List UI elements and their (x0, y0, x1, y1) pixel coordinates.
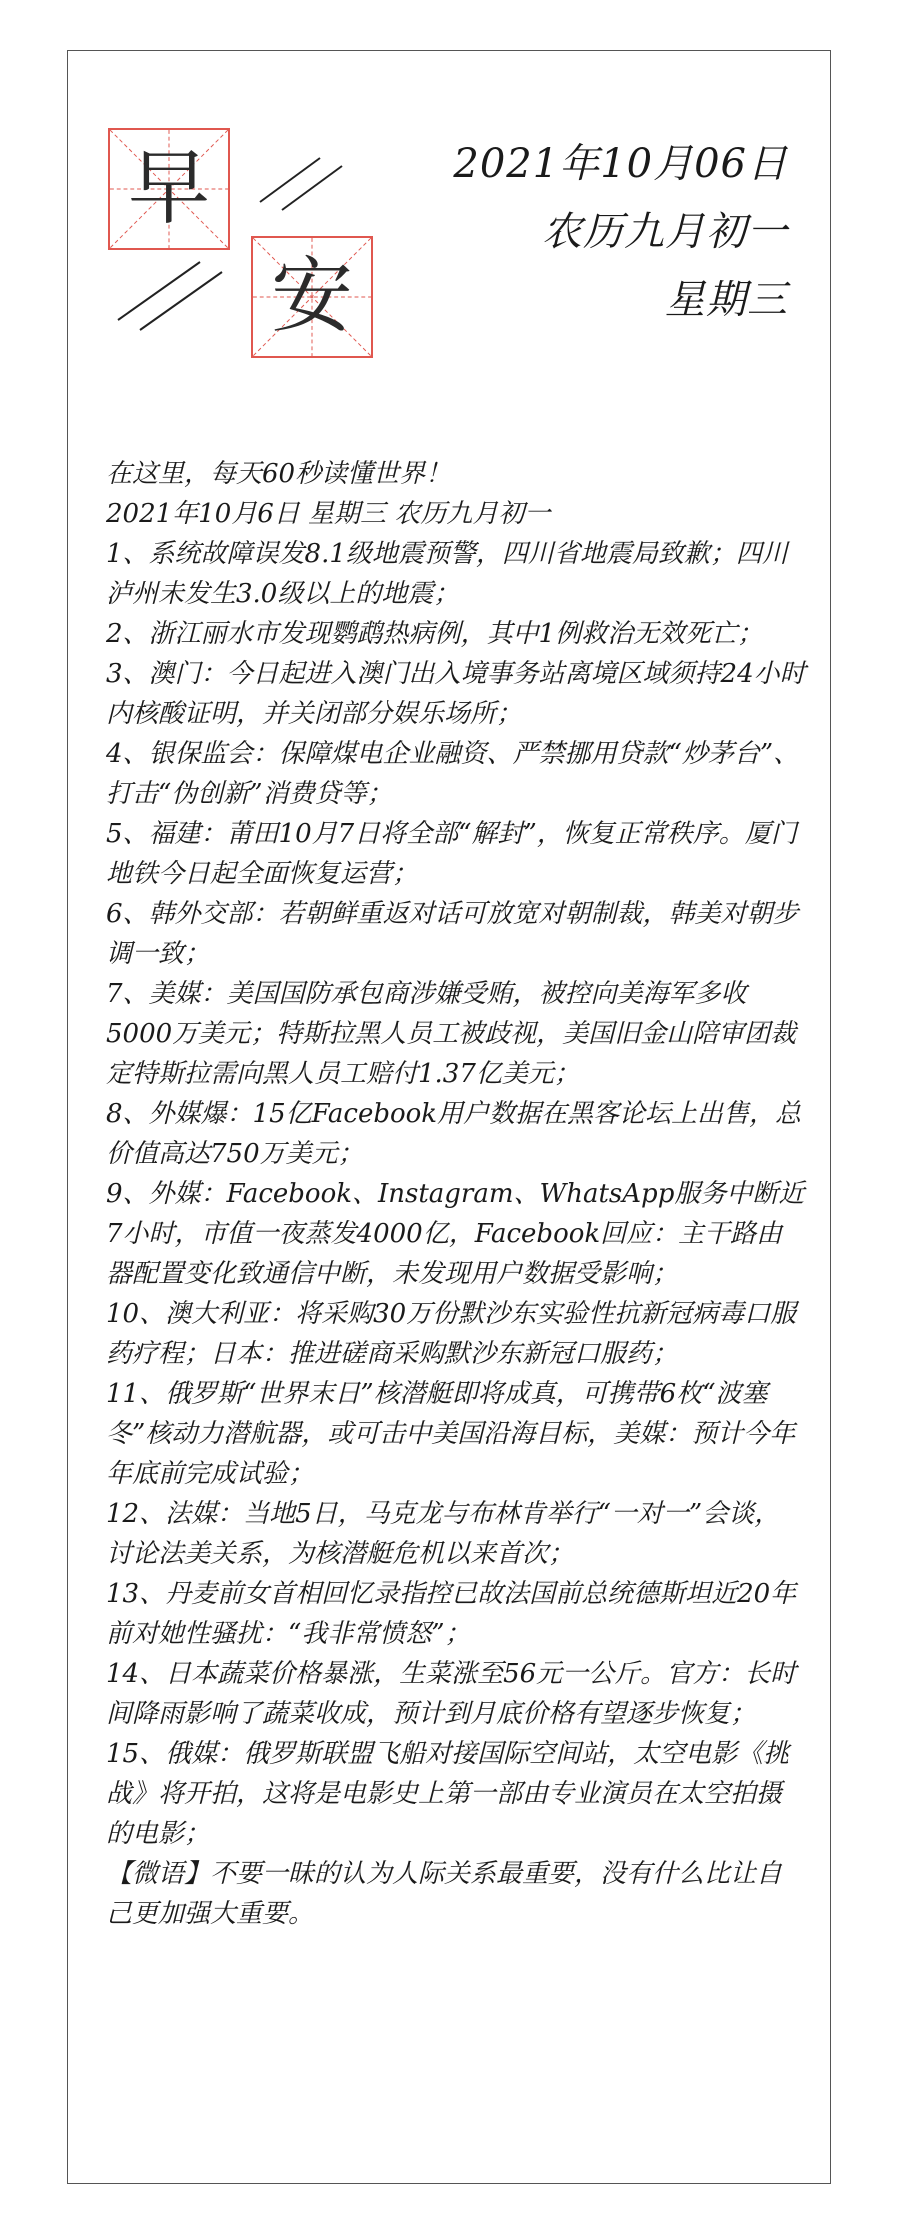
news-content (106, 454, 806, 1934)
news-item-14: 14、日本蔬菜价格暴涨，生菜涨至56元一公斤。官方：长时间降雨影响了蔬菜收成，预计到月底价格有望逐步恢复； (106, 1659, 797, 1729)
news-item-4: 4、银保监会：保障煤电企业融资、严禁挪用贷款“炒茅台”、打击“伪创新”消费贷等； (106, 739, 800, 809)
news-item-15: 15、俄媒：俄罗斯联盟飞船对接国际空间站，太空电影《挑战》将开拍，这将是电影史上第一部由专业演员在太空拍摄的电影； (106, 1739, 790, 1849)
news-item-12: 12、法媒：当地5日，马克龙与布林肯举行“一对一”会谈，讨论法美关系，为核潜艇危机以来首次； (106, 1499, 781, 1569)
morning-char-box-an (251, 236, 373, 358)
date-text: 2021年10月06日 (453, 141, 788, 187)
news-item-5: 5、福建：莆田10月7日将全部“解封”，恢复正常秩序。厦门地铁今日起全面恢复运营； (106, 819, 797, 889)
quote-line: 【微语】不要一昧的认为人际关系最重要，没有什么比让自己更加强大重要。 (106, 1859, 783, 1929)
news-item-1: 1、系统故障误发8.1级地震预警，四川省地震局致歉；四川泸州未发生3.0级以上的地震； (106, 539, 788, 609)
news-item-7: 7、美媒：美国国防承包商涉嫌受贿，被控向美海军多收5000万美元；特斯拉黑人员工被歧视，美国旧金山陪审团裁定特斯拉需向黑人员工赔付1.37亿美元； (106, 979, 797, 1089)
news-item-13: 13、丹麦前女首相回忆录指控已故法国前总统德斯坦近20年前对她性骚扰：“我非常愤怒”； (106, 1579, 797, 1649)
news-item-8: 8、外媒爆：15亿Facebook用户数据在黑客论坛上出售，总价值高达750万美元； (106, 1099, 802, 1169)
intro-line: 在这里，每天60秒读懂世界！ (106, 459, 452, 489)
news-item-6: 6、韩外交部：若朝鲜重返对话可放宽对朝制裁，韩美对朝步调一致； (106, 899, 799, 969)
lunar-date-text: 农历九月初一 (542, 209, 788, 255)
news-item-10: 10、澳大利亚：将采购30万份默沙东实验性抗新冠病毒口服药疗程；日本：推进磋商采购默沙东新冠口服药； (106, 1299, 797, 1369)
news-item-9: 9、外媒：Facebook、Instagram、WhatsApp服务中断近7小时，市值一夜蒸发4000亿，Facebook回应：主干路由器配置变化致通信中断，未发现用户数据受影响； (106, 1179, 805, 1289)
news-item-11: 11、俄罗斯“世界末日”核潜艇即将成真，可携带6枚“波塞冬”核动力潜航器，或可击中美国沿海目标，美媒：预计今年年底前完成试验； (106, 1379, 796, 1489)
news-item-2: 2、浙江丽水市发现鹦鹉热病例，其中1例救治无效死亡； (106, 619, 764, 649)
news-item-3: 3、澳门：今日起进入澳门出入境事务站离境区域须持24小时内核酸证明，并关闭部分娱乐场所； (106, 659, 806, 729)
char-zao: 早 (127, 141, 210, 236)
dateline: 2021年10月6日 星期三 农历九月初一 (106, 499, 551, 529)
date-block (453, 130, 788, 334)
morning-char-box-zao (108, 128, 230, 250)
char-an: 安 (270, 249, 353, 344)
weekday-text: 星期三 (665, 277, 788, 323)
